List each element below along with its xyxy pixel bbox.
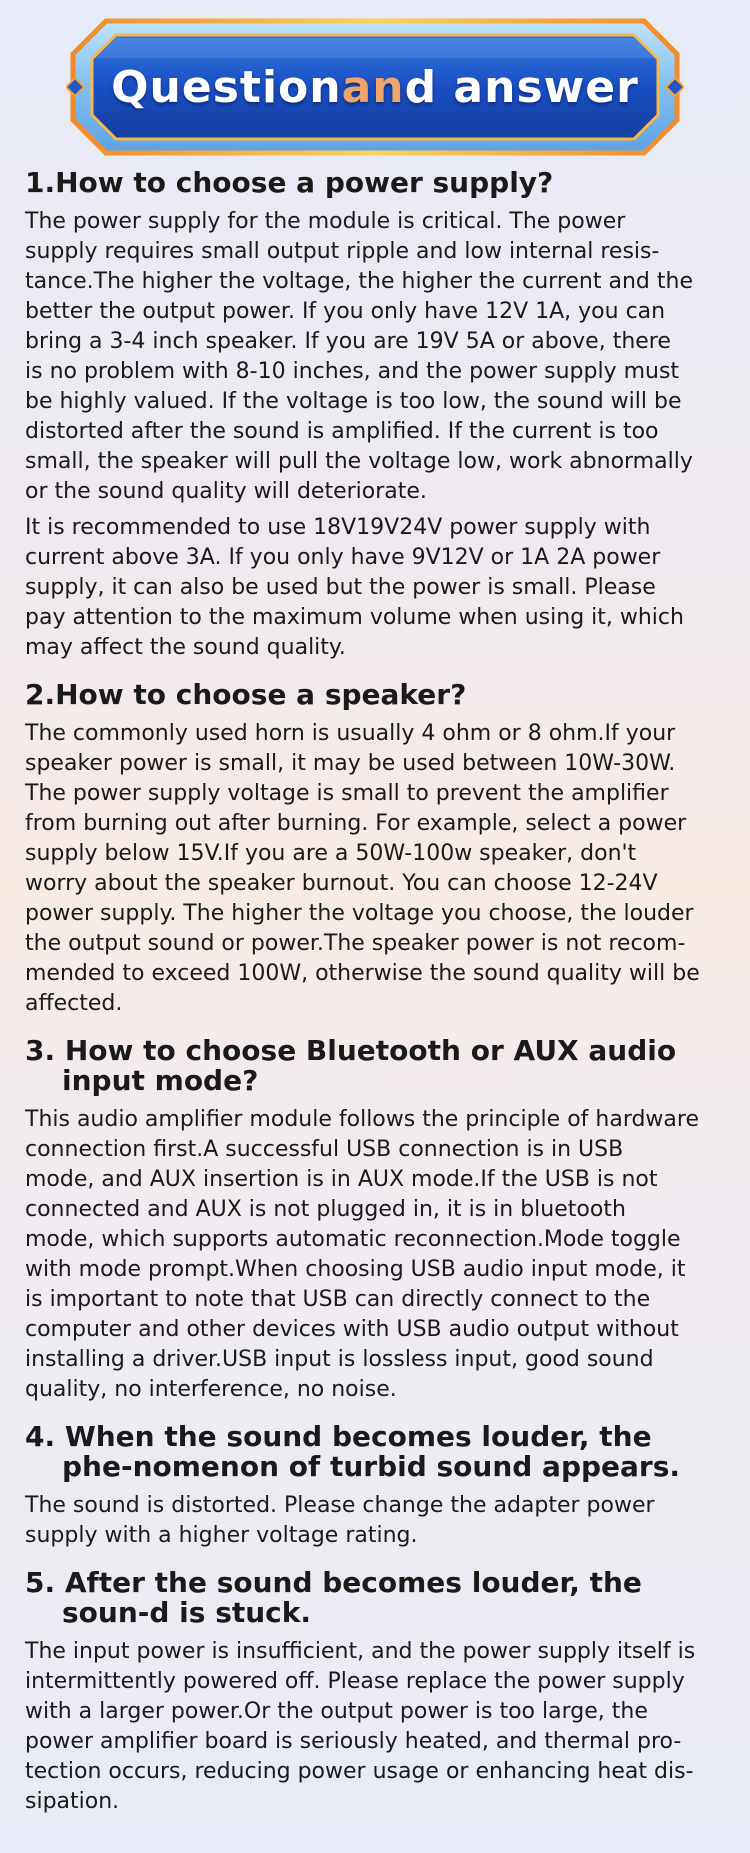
faq-section-power-supply xyxy=(25,168,730,663)
faq-answer-paragraph: It is recommended to use 18V19V24V power supply with current above 3A. If you only have 9V12V or 1A 2A power supply, it can also be used but the power is small. Please pay attention to the maximum volume when using it, which may affect the sound quality. xyxy=(25,515,684,660)
faq-answer-paragraph: The input power is insufficient, and the power supply itself is intermittently powered off. Please replace the power supply with a larger power.Or the output power is too large, the power amplifier board is seriously heated, and thermal pro- tection occurs, reducing power usage or enhancing heat dis- sipation. xyxy=(25,1639,696,1814)
faq-section-input-mode xyxy=(25,1036,730,1405)
banner-title-part1: Question xyxy=(111,61,342,113)
faq-answer-paragraph: The commonly used horn is usually 4 ohm or 8 ohm.If your speaker power is small, it may be used between 10W-30W. The power supply voltage is small to prevent the amplifier from burning out after burning. For example, select a power supply below 15V.If you are a 50W-100w speaker, don't worry about the speaker burnout. You can choose 12-24V power supply. The higher the voltage you choose, the louder the output sound or power.The speaker power is not recom- mended to exceed 100W, otherwise the sound quality will be affected. xyxy=(25,721,700,1016)
faq-heading: 1.How to choose a power supply? xyxy=(25,166,554,199)
faq-content xyxy=(25,168,730,1817)
faq-heading: 2.How to choose a speaker? xyxy=(25,678,467,711)
faq-answer-paragraph: The sound is distorted. Please change the adapter power supply with a higher voltage rating. xyxy=(25,1493,655,1548)
banner-title-part2: d answer xyxy=(404,61,639,113)
faq-heading: 3. How to choose Bluetooth or AUX audio input mode? xyxy=(25,1034,677,1097)
faq-heading: 4. When the sound becomes louder, the phe-nomenon of turbid sound appears. xyxy=(25,1420,681,1483)
faq-section-sound-stuck xyxy=(25,1568,730,1817)
faq-section-turbid-sound xyxy=(25,1422,730,1551)
banner-title xyxy=(66,18,684,156)
faq-section-speaker xyxy=(25,680,730,1019)
faq-answer-paragraph: The power supply for the module is critical. The power supply requires small output ripple and low internal resis- tance.The higher the voltage, the higher the current and the better the output power. If you only have 12V 1A, you can bring a 3-4 inch speaker. If you are 19V 5A or above, there is no problem with 8-10 inches, and the power supply must be highly valued. If the voltage is too low, the sound will be distorted after the sound is amplified. If the current is too small, the speaker will pull the voltage low, work abnormally or the sound quality will deteriorate. xyxy=(25,209,693,504)
faq-answer-paragraph: This audio amplifier module follows the principle of hardware connection first.A successful USB connection is in USB mode, and AUX insertion is in AUX mode.If the USB is not connected and AUX is not plugged in, it is in bluetooth mode, which supports automatic reconnection.Mode toggle with mode prompt.When choosing USB audio input mode, it is important to note that USB can directly connect to the computer and other devices with USB audio output without installing a driver.USB input is lossless input, good sound quality, no interference, no noise. xyxy=(25,1107,700,1402)
title-banner xyxy=(66,18,684,156)
faq-heading: 5. After the sound becomes louder, the soun-d is stuck. xyxy=(25,1566,642,1629)
banner-title-accent: an xyxy=(341,61,405,113)
